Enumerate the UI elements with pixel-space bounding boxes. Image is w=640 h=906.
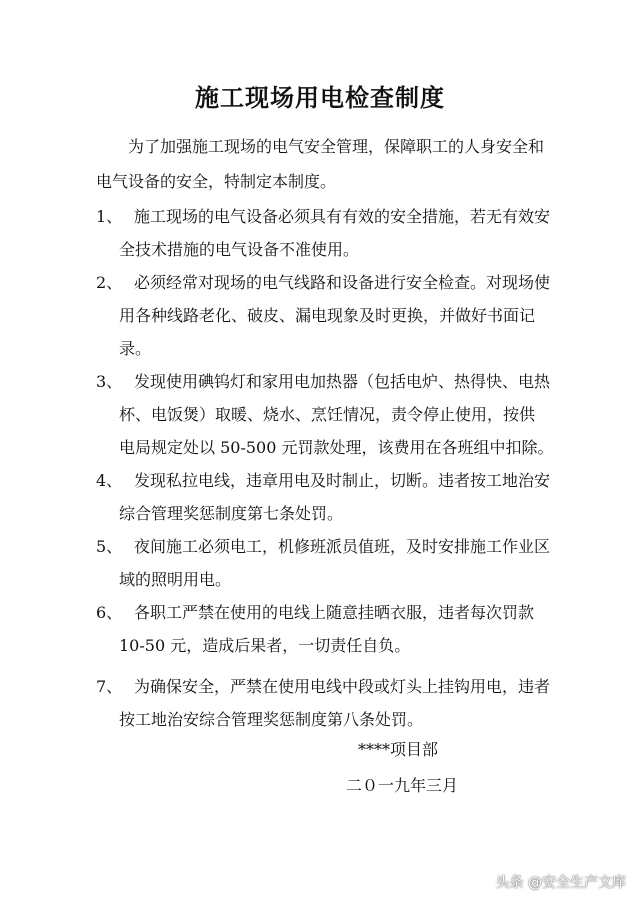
item-5-line-2: 域的照明用电。 bbox=[119, 570, 232, 589]
intro-line-2: 电气设备的安全，特制定本制度。 bbox=[96, 172, 337, 191]
item-7-number: 7、 bbox=[96, 677, 123, 696]
signature-date: 二０一九年三月 bbox=[346, 776, 459, 795]
item-2-line-3: 录。 bbox=[119, 339, 152, 358]
document-title: 施工现场用电检查制度 bbox=[195, 83, 445, 112]
item-1-number: 1、 bbox=[96, 207, 123, 226]
item-2-number: 2、 bbox=[96, 273, 123, 292]
watermark: 头条 @安全生产文库 bbox=[495, 875, 626, 891]
item-1-line-2: 全技术措施的电气设备不准使用。 bbox=[119, 240, 360, 259]
item-7-line-1: 为确保安全，严禁在使用电线中段或灯头上挂钩用电，违者 bbox=[134, 677, 551, 696]
item-4-line-2: 综合管理奖惩制度第七条处罚。 bbox=[119, 504, 344, 523]
item-2-line-2: 用各种线路老化、破皮、漏电现象及时更换，并做好书面记 bbox=[119, 306, 536, 325]
item-3-number: 3、 bbox=[96, 372, 123, 391]
item-6-line-2: 10-50 元，造成后果者，一切责任自负。 bbox=[119, 636, 411, 655]
item-6-number: 6、 bbox=[96, 603, 123, 622]
item-4-number: 4、 bbox=[96, 471, 123, 490]
item-7-line-2: 按工地治安综合管理奖惩制度第八条处罚。 bbox=[119, 710, 424, 729]
item-2-line-1: 必须经常对现场的电气线路和设备进行安全检查。对现场使 bbox=[134, 273, 551, 292]
signature-department: ****项目部 bbox=[358, 740, 439, 759]
item-3-line-2: 杯、电饭煲）取暖、烧水、烹饪情况，责令停止使用，按供 bbox=[119, 405, 536, 424]
item-5-number: 5、 bbox=[96, 537, 123, 556]
item-3-line-3: 电局规定处以 50-500 元罚款处理，该费用在各班组中扣除。 bbox=[119, 438, 554, 457]
intro-line-1: 为了加强施工现场的电气安全管理，保障职工的人身安全和 bbox=[128, 137, 545, 156]
item-3-line-1: 发现使用碘钨灯和家用电加热器（包括电炉、热得快、电热 bbox=[134, 372, 551, 391]
item-4-line-1: 发现私拉电线，违章用电及时制止，切断。违者按工地治安 bbox=[134, 471, 551, 490]
item-1-line-1: 施工现场的电气设备必须具有有效的安全措施，若无有效安 bbox=[134, 207, 551, 226]
item-5-line-1: 夜间施工必须电工，机修班派员值班，及时安排施工作业区 bbox=[134, 537, 551, 556]
item-6-line-1: 各职工严禁在使用的电线上随意挂晒衣服，违者每次罚款 bbox=[134, 603, 535, 622]
